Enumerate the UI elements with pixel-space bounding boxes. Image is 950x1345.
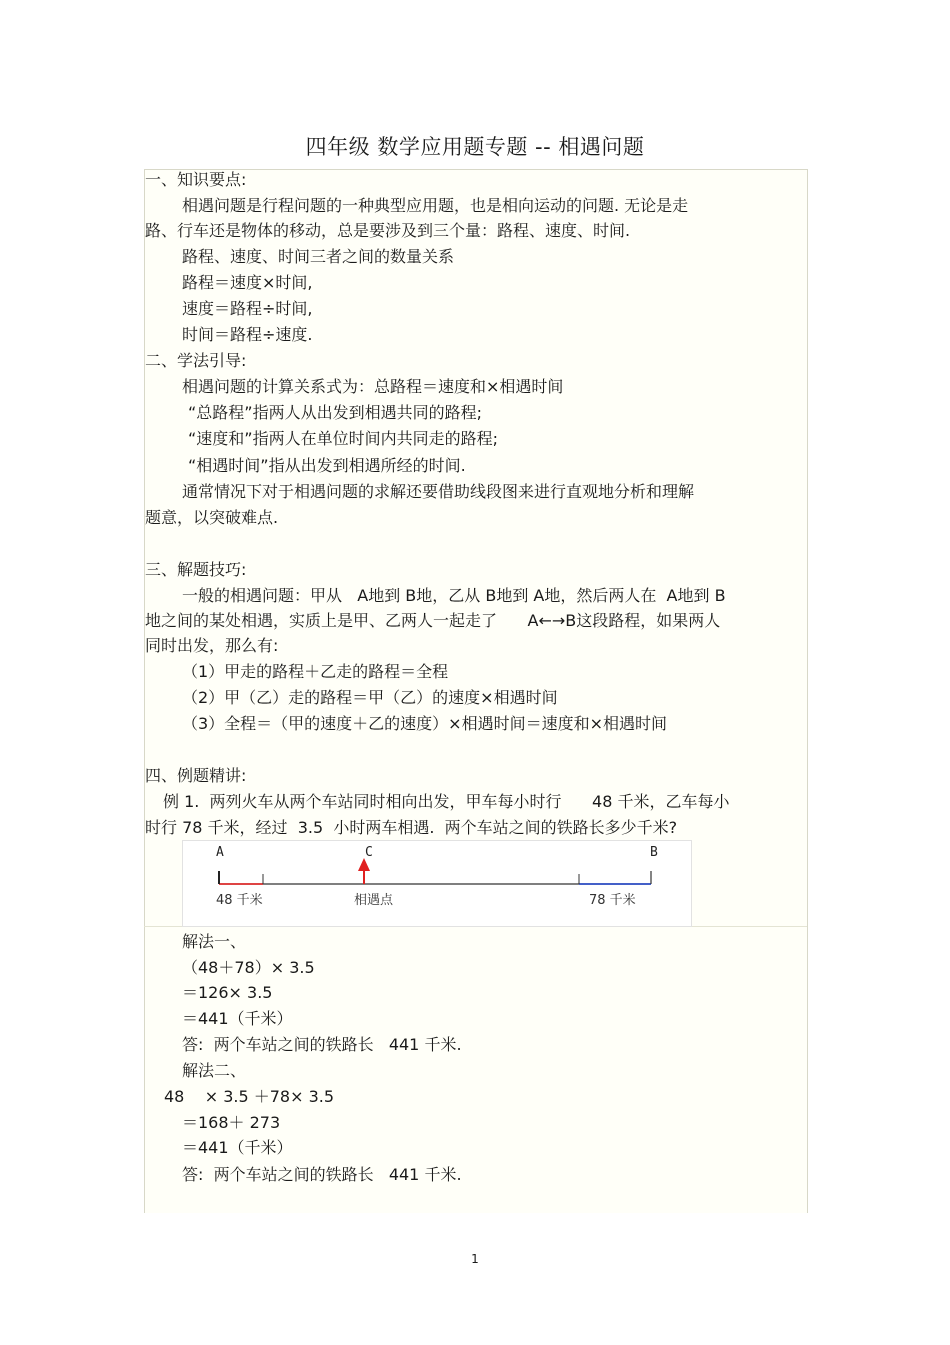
section-4-heading: 四、例题精讲:	[145, 766, 247, 785]
calc-line: ＝168＋ 273	[182, 1113, 281, 1132]
calc-line: 48 × 3.5 ＋78× 3.5	[164, 1087, 335, 1106]
example-text: 例 1. 两列火车从两个车站同时相向出发，甲车每小时行 48 千米，乙车每小	[163, 792, 730, 811]
line-segment-diagram	[182, 840, 692, 927]
paragraph-text: 通常情况下对于相遇问题的求解还要借助线段图来进行直观地分析和理解	[182, 482, 695, 501]
paragraph-text: 路、行车还是物体的移动，总是要涉及到三个量：路程、速度、时间.	[145, 221, 631, 240]
formula-speed: 速度＝路程÷时间,	[182, 299, 313, 318]
method-1-heading: 解法一、	[182, 932, 247, 951]
paragraph-text: 路程、速度、时间三者之间的数量关系	[182, 247, 455, 266]
label-48km: 48 千米	[216, 893, 263, 908]
page-title: 四年级 数学应用题专题 -- 相遇问题	[305, 135, 645, 159]
section-3-heading: 三、解题技巧:	[145, 560, 247, 579]
answer-line: 答: 两个车站之间的铁路长 441 千米.	[182, 1035, 462, 1054]
list-item: （1）甲走的路程＋乙走的路程＝全程	[182, 662, 449, 681]
example-text: 时行 78 千米，经过 3.5 小时两车相遇. 两个车站之间的铁路长多少千米?	[145, 818, 678, 837]
list-item: （2）甲（乙）走的路程＝甲（乙）的速度×相遇时间	[182, 688, 558, 707]
calc-line: ＝441（千米）	[182, 1009, 293, 1028]
section-2-heading: 二、学法引导:	[145, 351, 247, 370]
paragraph-text: 同时出发，那么有:	[145, 636, 279, 655]
paragraph-text: 相遇问题是行程问题的一种典型应用题，也是相向运动的问题. 无论是走	[182, 196, 689, 215]
formula-time: 时间＝路程÷速度.	[182, 325, 313, 344]
paragraph-text: 相遇问题的计算关系式为：总路程＝速度和×相遇时间	[182, 377, 564, 396]
formula-distance: 路程＝速度×时间,	[182, 273, 313, 292]
paragraph-text: “总路程”指两人从出发到相遇共同的路程;	[188, 403, 482, 422]
paragraph-text: 题意，以突破难点.	[145, 508, 279, 527]
answer-line: 答: 两个车站之间的铁路长 441 千米.	[182, 1165, 462, 1184]
label-b: B	[650, 845, 658, 860]
method-2-heading: 解法二、	[182, 1061, 247, 1080]
paragraph-text: “速度和”指两人在单位时间内共同走的路程;	[188, 429, 498, 448]
paragraph-text: 一般的相遇问题：甲从 A地到 B地，乙从 B地到 A地，然后两人在 A地到 B	[182, 586, 726, 605]
diagram-svg	[183, 841, 691, 926]
calc-line: ＝126× 3.5	[182, 983, 273, 1002]
list-item: （3）全程＝（甲的速度＋乙的速度）×相遇时间＝速度和×相遇时间	[182, 714, 667, 733]
label-78km: 78 千米	[589, 893, 636, 908]
calc-line: （48＋78）× 3.5	[182, 958, 315, 977]
page-number: 1	[471, 1252, 479, 1266]
paragraph-text: “相遇时间”指从出发到相遇所经的时间.	[188, 456, 466, 475]
section-1-heading: 一、知识要点:	[145, 170, 247, 189]
label-c: C	[365, 845, 373, 860]
label-meeting-point: 相遇点	[354, 893, 394, 908]
paragraph-text: 地之间的某处相遇，实质上是甲、乙两人一起走了 A←→B这段路程，如果两人	[145, 611, 721, 630]
label-a: A	[216, 845, 224, 860]
calc-line: ＝441（千米）	[182, 1138, 293, 1157]
